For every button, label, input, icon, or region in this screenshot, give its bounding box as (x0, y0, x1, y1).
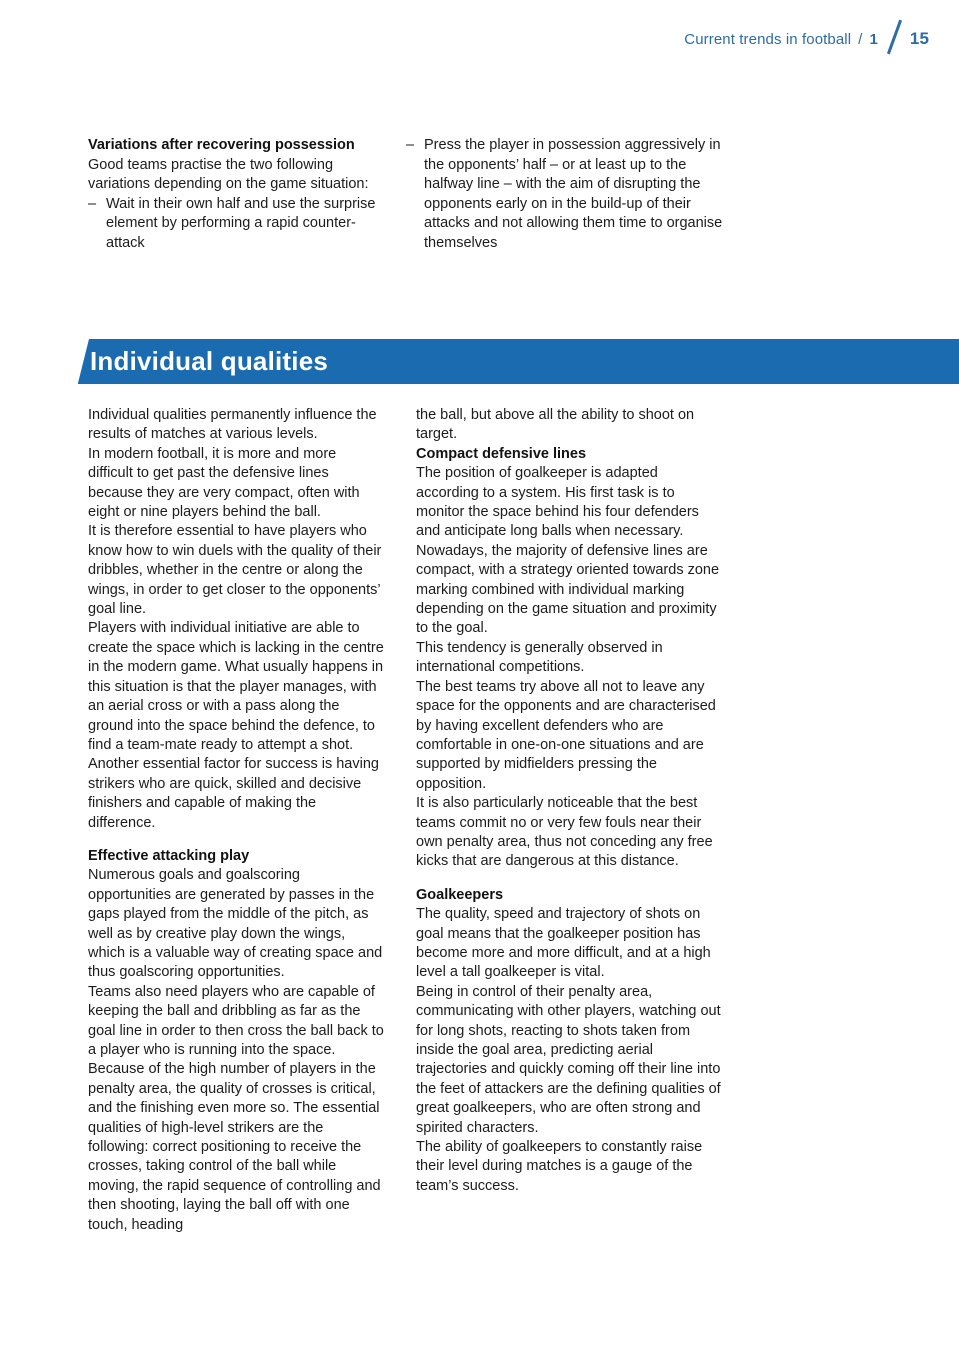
paragraph: The position of goalkeeper is adapted according to a system. His first task is to monitor the space behind his four defenders and anticipate long balls when necessary. (416, 465, 699, 540)
page-header (684, 22, 929, 56)
paragraph: Being in control of their penalty area, communicating with other players, watching out for long shots, reacting to shots taken from inside the goal area, predicting aerial trajectories and quickly coming off their line into the feet of attackers are the defining qualities of great goalkeepers, who are often strong and spirited characters. (416, 983, 721, 1136)
variations-bullet-text: Wait in their own half and use the surprise element by performing a rapid counter-attack (106, 195, 376, 251)
paragraph: It is therefore essential to have players who know how to win duels with the quality of their dribbles, whether in the centre or along the wings, in order to get closer to the opponents’ goal line. (88, 523, 382, 618)
paragraph: The best teams try above all not to leave any space for the opponents and are characterised by having excellent defenders who are comfortable in one-on-one situations and are supported by midfielders pressing the opposition. (416, 678, 716, 792)
section-banner (72, 339, 959, 384)
header-chapter-number: 1 (869, 30, 878, 48)
top-section (88, 136, 878, 254)
paragraph: Players with individual initiative are able to create the space which is lacking in the centre in the modern game. What usually happens in this situation is that the player manages, with an aerial cross or with a pass along the ground into the space behind the defence, to find a team-mate ready to attempt a shot. (88, 620, 384, 753)
compact-defensive-lines-heading: Compact defensive lines (416, 445, 587, 462)
paragraph: In modern football, it is more and more difficult to get past the defensive lines because they are very compact, often with eight or nine players behind the ball. (88, 445, 360, 521)
paragraph-spacer (416, 872, 724, 886)
top-left-column (88, 136, 378, 254)
header-slash-icon (888, 22, 904, 56)
top-right-column (406, 136, 726, 254)
effective-attacking-play-heading: Effective attacking play (88, 847, 250, 864)
paragraph: Another essential factor for success is having strikers who are quick, skilled and decisive finishers and capable of making the difference. (88, 756, 379, 831)
paragraph: This tendency is generally observed in international competitions. (416, 639, 663, 676)
page-number: 15 (909, 29, 929, 48)
bullet-dash-icon: – (88, 195, 97, 212)
main-body (88, 406, 878, 1235)
variations-intro: Good teams practise the two following variations depending on the game situation: (88, 156, 369, 193)
paragraph: Numerous goals and goalscoring opportunities are generated by passes in the gaps played from the middle of the pitch, as well as by creative play down the wings, which is a valuable way of creating space and thus goalscoring opportunities. (88, 867, 383, 981)
body-right-column (416, 406, 724, 1235)
paragraph: Teams also need players who are capable of keeping the ball and dribbling as far as the goal line in order to then cross the ball back to a player who is running into the space. Because of the high number of players in the penalty area, the quality of crosses is critical, and the finishing even more so. The essential qualities of high-level strikers are the following: correct positioning to receive the crosses, taking control of the ball while moving, the rapid sequence of controlling and then shooting, laying the ball off with one touch, heading (88, 983, 384, 1233)
section-title: Individual qualities (90, 346, 329, 376)
paragraph: the ball, but above all the ability to shoot on target. (416, 407, 695, 443)
header-chapter-title: Current trends in football (684, 30, 852, 48)
paragraph-spacer (88, 833, 384, 847)
press-bullet (406, 136, 726, 254)
body-left-column (88, 406, 384, 1235)
paragraph: The quality, speed and trajectory of shots on goal means that the goalkeeper position has become more and more difficult, and at a high level a tall goalkeeper is vital. (416, 906, 711, 981)
header-separator: / (858, 30, 863, 48)
banner-slash-icon (61, 339, 89, 384)
paragraph: Nowadays, the majority of defensive lines are compact, with a strategy oriented towards zone marking combined with individual marking depending on the game situation and proximity to the goal. (416, 542, 720, 637)
paragraph: Individual qualities permanently influence the results of matches at various levels. (88, 407, 377, 443)
paragraph: The ability of goalkeepers to constantly raise their level during matches is a gauge of the team’s success. (416, 1139, 703, 1194)
paragraph: It is also particularly noticeable that the best teams commit no or very few fouls near their own penalty area, thus not conceding any free kicks that are dangerous at this distance. (416, 795, 713, 870)
press-bullet-text: Press the player in possession aggressively in the opponents’ half – or at least up to the halfway line – with the aim of disrupting the opponents early on in the build-up of their attacks and not allowing them time to organise themselves (424, 137, 723, 251)
variations-heading: Variations after recovering possession (88, 137, 355, 153)
bullet-dash-icon: – (406, 137, 415, 153)
goalkeepers-heading: Goalkeepers (416, 886, 504, 903)
variations-bullet (88, 195, 378, 254)
